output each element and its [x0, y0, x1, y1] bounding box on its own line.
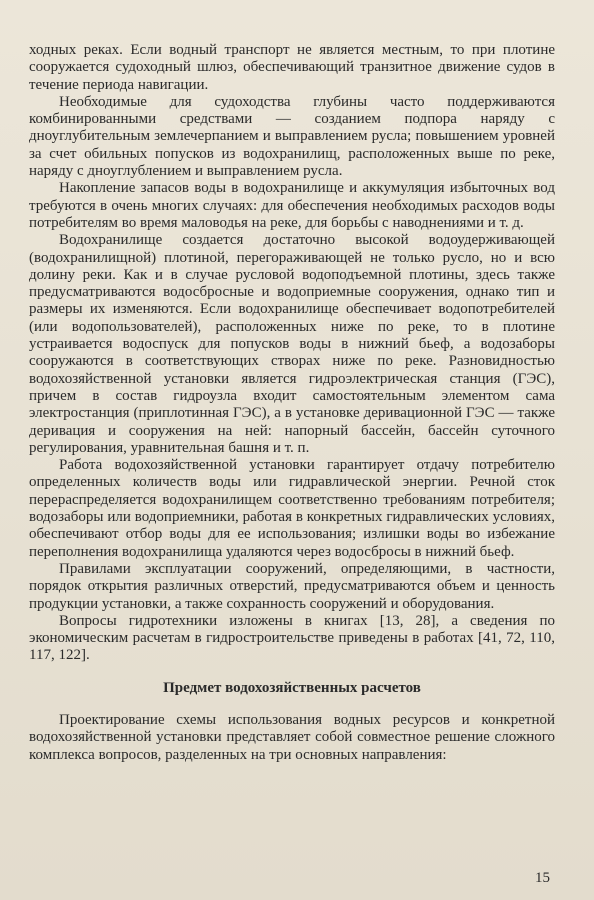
paragraph: Водохранилище создается достаточно высокой водоудерживающей (водохранилищной) плотиной, перегораживающей не только русло, но и всю долину реки. Как и в случае русловой водоподъемной плотины, здесь также предусматриваются водосбросные и водоприемные сооружения, однако тип и размеры их изменяются. Если водохранилище обеспечивает водопотребителей (или водопользователей), расположенных ниже по реке, то в плотине устраивается водоспуск для попусков воды в нижний бьеф, а водозаборы сооружаются в соответствующих створах ниже по реке. Разновидностью водохозяйственной установки является гидроэлектрическая станция (ГЭС), причем в состав гидроузла входит самостоятельным элементом сама электростанция (приплотинная ГЭС), а в установке деривационной ГЭС — также деривация и сооружения на ней: напорный бассейн, бассейн суточного регулирования, уравнительная башня и т. п.: [29, 232, 555, 456]
paragraph: Проектирование схемы использования водных ресурсов и конкретной водохозяйственной установки представляет собой совместное решение сложного комплекса вопросов, разделенных на три основных направления:: [29, 711, 555, 763]
paragraph: Вопросы гидротехники изложены в книгах [13, 28], а сведения по экономическим расчетам в гидростроительстве приведены в работах [41, 72, 110, 117, 122].: [29, 612, 555, 664]
paragraph: Правилами эксплуатации сооружений, определяющими, в частности, порядок открытия различных отверстий, предусматриваются объем и ценность продукции установки, а также сохранность сооружений и оборудования.: [29, 560, 555, 612]
page-number: 15: [535, 870, 550, 886]
paragraph: Накопление запасов воды в водохранилище и аккумуляция избыточных вод требуются в очень многих случаях: для обеспечения необходимых расходов воды потребителям во время маловодья на реке, для борьбы с наводнениями и т. д.: [29, 180, 555, 231]
paragraph: Работа водохозяйственной установки гарантирует отдачу потребителю определенных количеств воды или гидравлической энергии. Речной сток перераспределяется водохранилищем соответственно требованиям потребителя; водозаборы или водоприемники, работая в конкретных гидравлических условиях, обеспечивают отбор воды для ее использования; излишки воды во избежание переполнения водохранилища удаляются через водосбросы в нижний бьеф.: [29, 457, 555, 560]
body-text: [29, 42, 555, 764]
paragraph: ходных реках. Если водный транспорт не является местным, то при плотине сооружается судоходный шлюз, обеспечивающий транзитное движение судов в течение периода навигации.: [29, 42, 555, 93]
paragraph: Необходимые для судоходства глубины часто поддерживаются комбинированными средствами — созданием подпора наряду с дноуглубительным землечерпанием и выправлением русла; повышением уровней за счет обильных попусков из водохранилищ, расположенных выше по реке, наряду с дноуглублением и выправлением русла.: [29, 93, 555, 180]
section-heading: Предмет водохозяйственных расчетов: [163, 679, 421, 696]
